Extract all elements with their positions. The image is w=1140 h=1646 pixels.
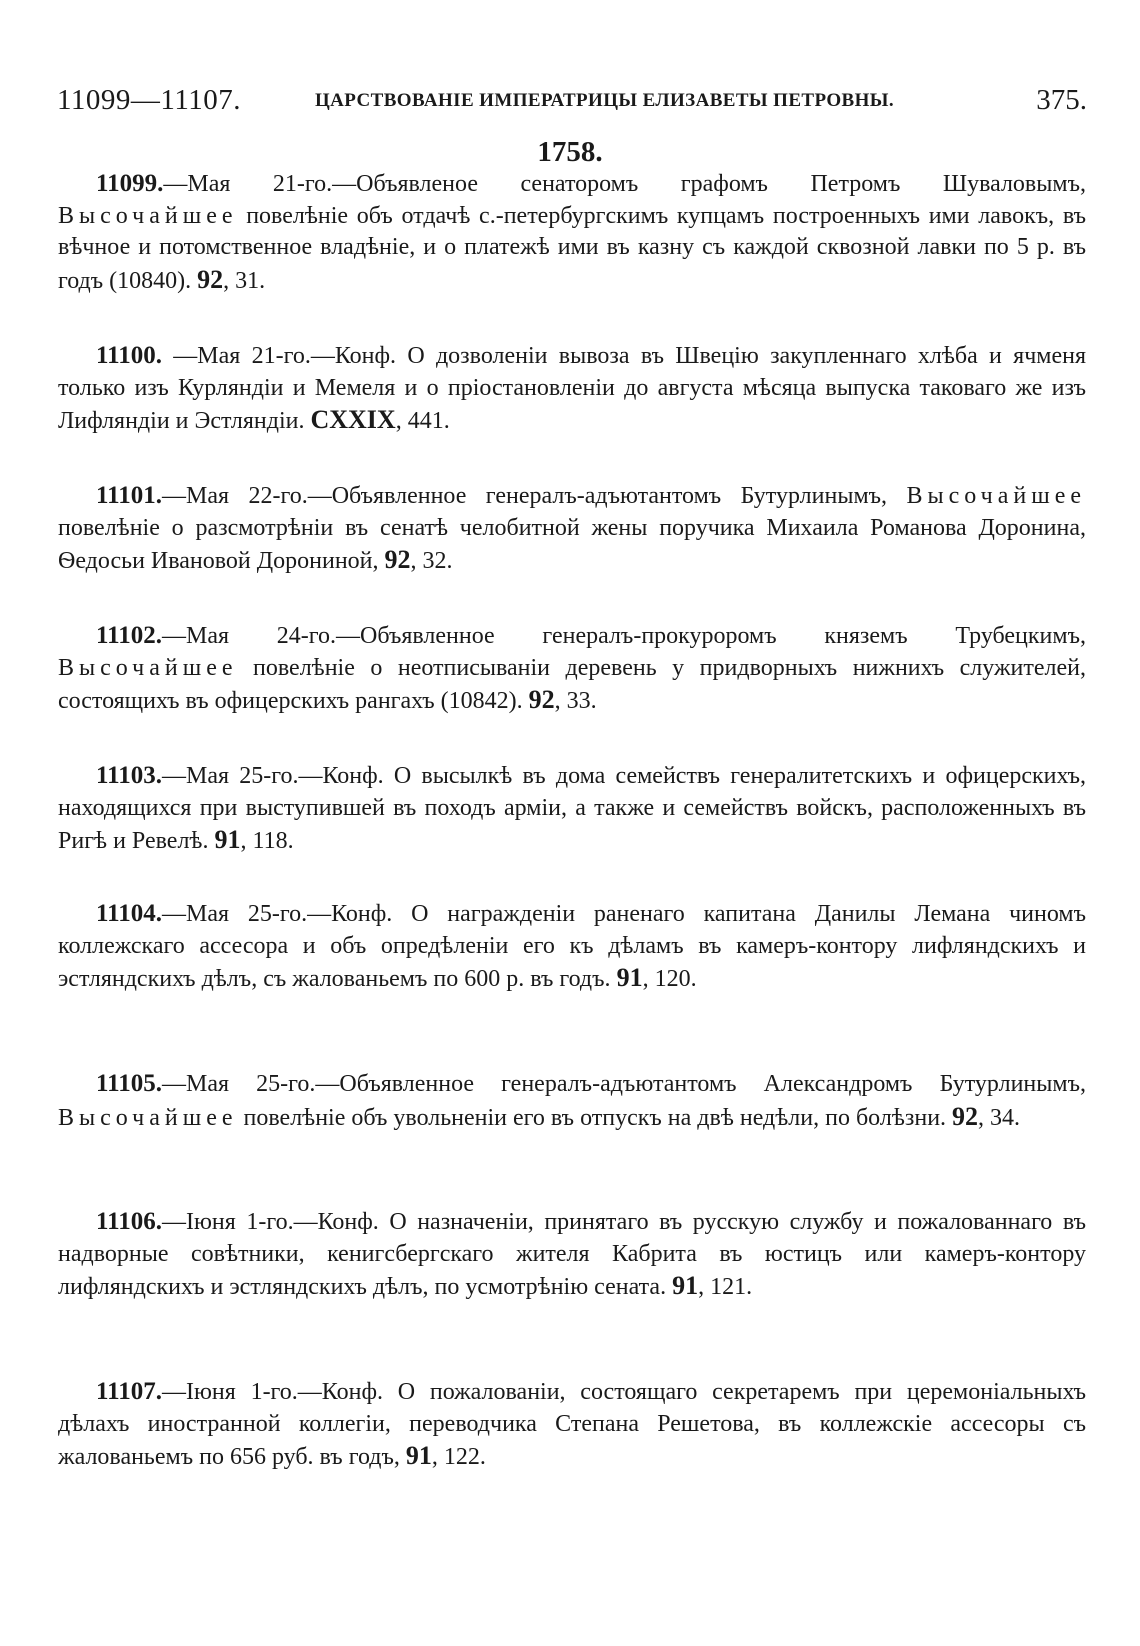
entry-text-continued: повелѣніе объ увольненіи его въ отпускъ на двѣ недѣли, по болѣзни.: [237, 1104, 953, 1131]
entry-text: —Мая 25-го.—Конф. О высылкѣ въ дома семействъ генералитетскихъ и офицерскихъ, находящихся при выступившей въ походъ арміи, а также и семействъ войскъ, расположенныхъ въ Ригѣ и Ревелѣ.: [58, 763, 1086, 854]
volume-reference: 92: [384, 545, 411, 574]
entry-text: —Мая 21-го.—Конф. О дозволеніи вывоза въ Швецію закупленнаго хлѣба и ячменя только изъ Курляндіи и Мемеля и о пріостановленіи до августа мѣсяца выпуска таковаго же изъ Лифляндіи и Эстляндіи.: [58, 343, 1086, 434]
volume-reference: 92: [952, 1101, 979, 1131]
law-entry-11099: [58, 168, 1086, 297]
law-entry-11105: [58, 1068, 1086, 1134]
law-entry-11107: [58, 1376, 1086, 1474]
entry-text: —Іюня 1-го.—Конф. О пожалованіи, состоящаго секретаремъ при церемоніальныхъ дѣлахъ иностранной коллегіи, переводчика Степана Решетова, въ коллежскіе ассесоры съ жалованьемъ по 656 руб. въ годъ,: [58, 1379, 1086, 1470]
page-reference: , 32.: [410, 548, 453, 574]
law-entry-11103: [58, 760, 1086, 858]
volume-reference: 92: [197, 264, 224, 294]
running-title: ЦАРСТВОВАНІЕ ИМПЕРАТРИЦЫ ЕЛИЗАВЕТЫ ПЕТРОВНЫ.: [315, 90, 894, 111]
entry-number: 11105.: [96, 1070, 162, 1097]
entry-text-continued: повелѣніе объ отдачѣ с.-петербургскимъ купцамъ построенныхъ ими лавокъ, въ вѣчное и потомственное владѣніе, и о платежѣ ими въ казну съ каждой сквозной лавки по 5 р. въ годъ (10840).: [58, 202, 1086, 294]
entry-text: —Мая 24-го.—Объявленное генералъ-прокуроромъ княземъ Трубецкимъ,: [162, 623, 1086, 649]
emphasized-word: Высочайшее: [58, 1104, 238, 1131]
entry-number: 11099.: [96, 170, 164, 197]
volume-reference: 92: [528, 685, 555, 714]
page-number: 375.: [1036, 84, 1087, 116]
law-entry-11102: [58, 620, 1086, 718]
entry-text: —Мая 25-го.—Конф. О награжденіи раненаго капитана Данилы Лемана чиномъ коллежскаго ассесора и объ опредѣленіи его къ дѣламъ въ камеръ-контору лифляндскихъ и эстляндскихъ дѣлъ, съ жалованьемъ по 600 р. въ годъ.: [58, 901, 1086, 992]
emphasized-word: Высочайшее: [906, 483, 1086, 509]
volume-reference: 91: [405, 1441, 432, 1470]
emphasized-word: Высочайшее: [58, 202, 238, 229]
page-reference: , 120.: [642, 966, 697, 992]
law-entry-11106: [58, 1206, 1086, 1304]
page-reference: , 33.: [554, 688, 597, 714]
entry-number: 11101.: [96, 482, 162, 509]
entry-number: 11100.: [96, 342, 162, 369]
entry-text: —Мая 22-го.—Объявленное генералъ-адъютантомъ Бутурлинымъ,: [162, 483, 907, 509]
entry-text: —Мая 25-го.—Объявленное генералъ-адъютантомъ Александромъ Бутурлинымъ,: [162, 1071, 1086, 1097]
emphasized-word: Высочайшее: [58, 654, 238, 681]
page-reference: , 34.: [978, 1104, 1021, 1131]
running-head: [57, 84, 1087, 124]
page-reference: , 31.: [223, 267, 266, 294]
volume-reference: CXXIX: [310, 405, 396, 434]
entry-text-continued: повелѣніе о неотписываніи деревень у придворныхъ нижнихъ служителей, состоящихъ въ офицерскихъ рангахъ (10842).: [58, 654, 1086, 714]
page-reference: , 122.: [431, 1444, 486, 1470]
entry-number: 11106.: [96, 1208, 162, 1235]
entry-text: —Мая 21-го.—Объявленое сенаторомъ графомъ Петромъ Шуваловымъ,: [163, 171, 1086, 197]
entry-number: 11107.: [96, 1378, 162, 1405]
page-reference: , 121.: [698, 1274, 753, 1300]
law-entry-11101: [58, 480, 1086, 578]
entry-range: 11099—11107.: [57, 84, 242, 116]
entry-text-continued: повелѣніе о разсмотрѣніи въ сенатѣ челобитной жены поручика Михаила Романова Доронина, Ѳедосьи Ивановой Дорониной,: [58, 514, 1086, 574]
law-entry-11100: [58, 340, 1086, 438]
volume-reference: 91: [214, 825, 241, 854]
volume-reference: 91: [672, 1271, 699, 1300]
page-reference: , 118.: [240, 828, 294, 854]
entry-number: 11104.: [96, 900, 162, 927]
entry-number: 11103.: [96, 762, 162, 789]
entry-number: 11102.: [96, 622, 162, 649]
year-heading: 1758.: [537, 136, 603, 168]
volume-reference: 91: [616, 963, 643, 992]
page-reference: , 441.: [395, 408, 450, 434]
entry-text: —Іюня 1-го.—Конф. О назначеніи, принятаго въ русскую службу и пожалованнаго въ надворные совѣтники, кенигсбергскаго жителя Кабрита въ юстицъ или камеръ-контору лифляндскихъ и эстляндскихъ дѣлъ, по усмотрѣнію сената.: [58, 1209, 1086, 1300]
law-entry-11104: [58, 898, 1086, 996]
